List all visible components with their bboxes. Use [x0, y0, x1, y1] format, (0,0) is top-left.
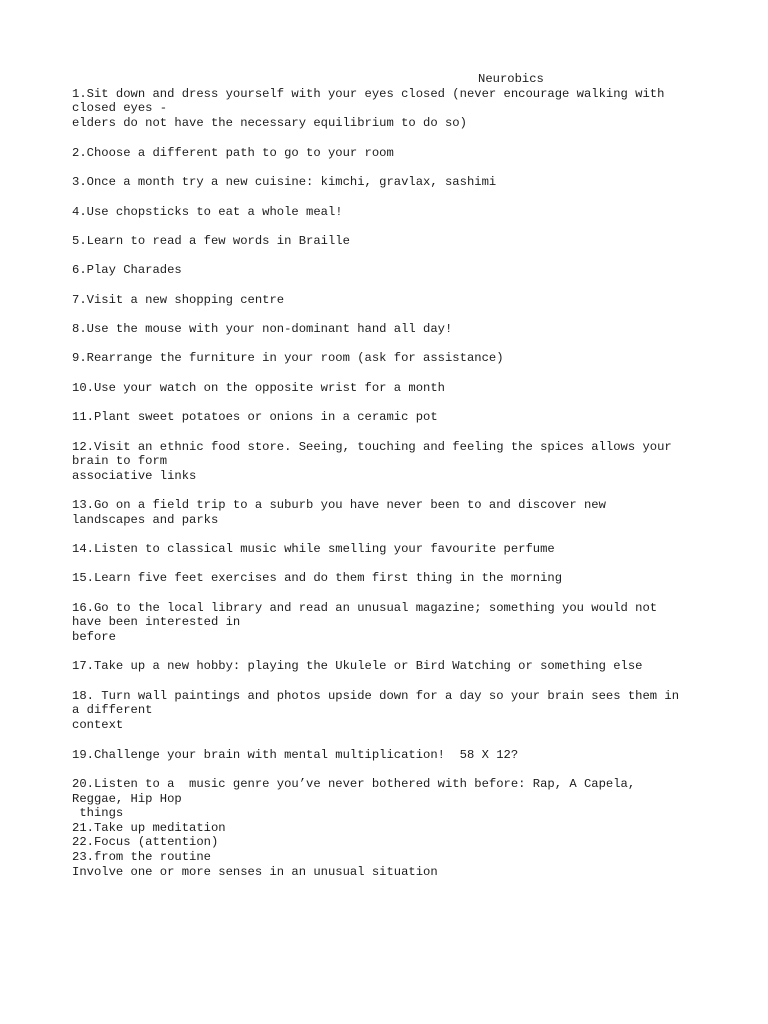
- text-line: 16.Go to the local library and read an unusual magazine; something you would not: [72, 601, 658, 615]
- text-line: 13.Go on a field trip to a suburb you have never been to and discover new: [72, 498, 606, 512]
- text-line: Involve one or more senses in an unusual situation: [72, 865, 438, 879]
- text-line: before: [72, 630, 116, 644]
- text-line: elders do not have the necessary equilibrium to do so): [72, 116, 467, 130]
- text-line: 21.Take up meditation: [72, 821, 226, 835]
- text-line: closed eyes -: [72, 101, 168, 115]
- text-line: 7.Visit a new shopping centre: [72, 293, 285, 307]
- text-line: have been interested in: [72, 615, 241, 629]
- text-line: a different: [72, 703, 153, 717]
- text-line: 20.Listen to a music genre you’ve never bothered with before: Rap, A Capela,: [72, 777, 636, 791]
- text-line: 15.Learn five feet exercises and do them first thing in the morning: [72, 571, 563, 585]
- text-line: 8.Use the mouse with your non-dominant hand all day!: [72, 322, 453, 336]
- text-line: 19.Challenge your brain with mental multiplication! 58 X 12?: [72, 748, 519, 762]
- text-line: 11.Plant sweet potatoes or onions in a ceramic pot: [72, 410, 438, 424]
- text-line: 18. Turn wall paintings and photos upside down for a day so your brain sees them in: [72, 689, 680, 703]
- text-line: 17.Take up a new hobby: playing the Ukulele or Bird Watching or something else: [72, 659, 643, 673]
- text-line: things: [72, 806, 124, 820]
- text-line: Reggae, Hip Hop: [72, 792, 182, 806]
- text-line: landscapes and parks: [72, 513, 219, 527]
- text-line: 23.from the routine: [72, 850, 211, 864]
- text-line: 22.Focus (attention): [72, 835, 219, 849]
- text-line: 14.Listen to classical music while smelling your favourite perfume: [72, 542, 555, 556]
- text-line: 2.Choose a different path to go to your room: [72, 146, 394, 160]
- text-line: 10.Use your watch on the opposite wrist for a month: [72, 381, 445, 395]
- text-line: 1.Sit down and dress yourself with your eyes closed (never encourage walking with: [72, 87, 665, 101]
- text-line: brain to form: [72, 454, 168, 468]
- text-line: context: [72, 718, 124, 732]
- text-line: 12.Visit an ethnic food store. Seeing, touching and feeling the spices allows your: [72, 440, 672, 454]
- text-line: 3.Once a month try a new cuisine: kimchi, gravlax, sashimi: [72, 175, 497, 189]
- text-line: 5.Learn to read a few words in Braille: [72, 234, 350, 248]
- text-line: 9.Rearrange the furniture in your room (ask for assistance): [72, 351, 504, 365]
- text-line: associative links: [72, 469, 197, 483]
- document-title: Neurobics: [478, 72, 544, 86]
- text-line: 6.Play Charades: [72, 263, 182, 277]
- text-line: 4.Use chopsticks to eat a whole meal!: [72, 205, 343, 219]
